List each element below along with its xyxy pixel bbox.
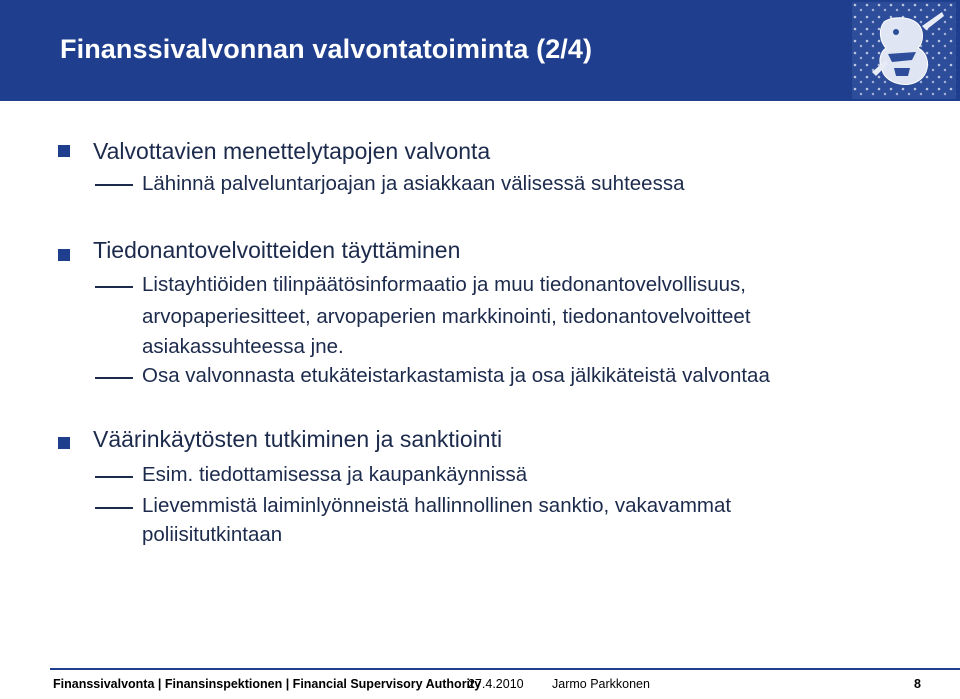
sub-bullet-text: Esim. tiedottamisessa ja kaupankäynnissä (142, 463, 528, 486)
page-number: 8 (914, 677, 921, 691)
finnish-lion-emblem-icon (852, 2, 956, 99)
footer-divider (50, 668, 960, 670)
footer-organization: Finanssivalvonta | Finansinspektionen | Financial Supervisory Authority (53, 677, 482, 691)
square-bullet-icon (58, 145, 70, 157)
slide-title: Finanssivalvonnan valvontatoiminta (2/4) (60, 34, 593, 64)
dash-bullet-icon (95, 476, 133, 478)
dash-bullet-icon (95, 377, 133, 379)
sub-bullet-text: Lähinnä palveluntarjoajan ja asiakkaan välisessä suhteessa (142, 172, 685, 195)
sub-bullet-text: asiakassuhteessa jne. (142, 335, 344, 358)
bullet-heading: Valvottavien menettelytapojen valvonta (93, 138, 491, 164)
footer-author: Jarmo Parkkonen (552, 677, 650, 691)
dash-bullet-icon (95, 184, 133, 186)
dash-bullet-icon (95, 286, 133, 288)
title-bar (0, 0, 960, 101)
square-bullet-icon (58, 249, 70, 261)
bullet-heading: Tiedonantovelvoitteiden täyttäminen (93, 237, 461, 263)
sub-bullet-text: Lievemmistä laiminlyönneistä hallinnollinen sanktio, vakavammat (142, 494, 732, 517)
sub-bullet-text: poliisitutkintaan (142, 523, 283, 546)
footer-date: 27.4.2010 (468, 677, 524, 691)
sub-bullet-text: arvopaperiesitteet, arvopaperien markkinointi, tiedonantovelvoitteet (142, 305, 751, 328)
sub-bullet-text: Osa valvonnasta etukäteistarkastamista ja osa jälkikäteistä valvontaa (142, 364, 770, 387)
square-bullet-icon (58, 437, 70, 449)
dash-bullet-icon (95, 507, 133, 509)
sub-bullet-text: Listayhtiöiden tilinpäätösinformaatio ja muu tiedonantovelvollisuus, (142, 273, 746, 296)
bullet-heading: Väärinkäytösten tutkiminen ja sanktiointi (93, 426, 503, 452)
